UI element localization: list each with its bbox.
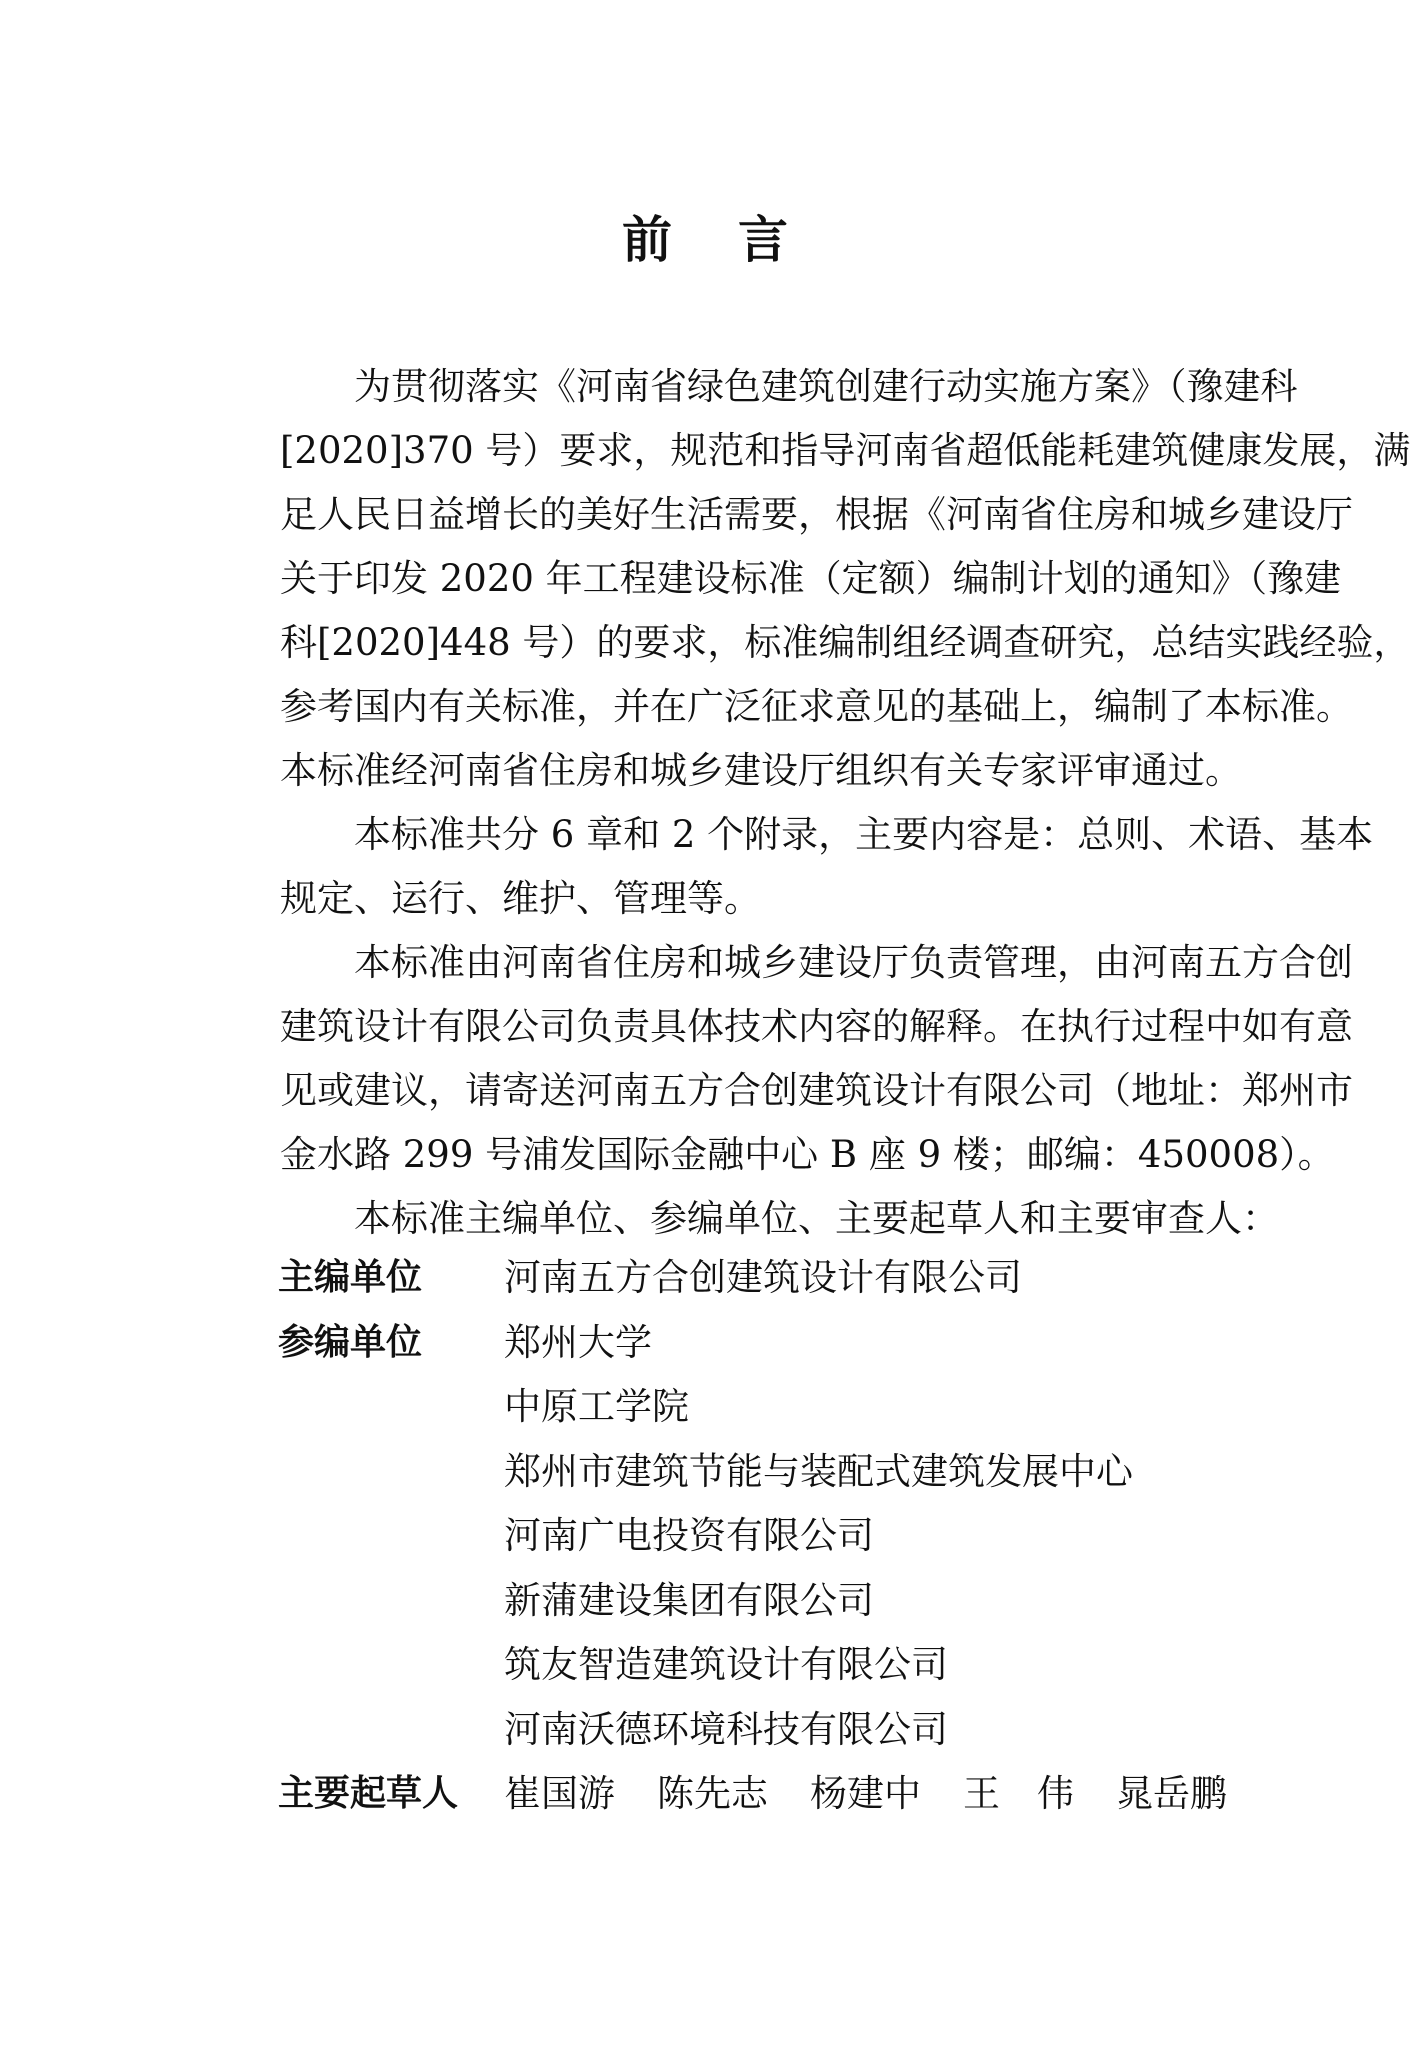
text-line: 本标准经河南省住房和城乡建设厅组织有关专家评审通过。 <box>280 749 1242 792</box>
paragraph-units-intro <box>206 1187 1279 1251</box>
text-line: 参考国内有关标准，并在广泛征求意见的基础上，编制了本标准。 <box>280 685 1353 728</box>
text-line: 关于印发 2020 年工程建设标准（定额）编制计划的通知》（豫建 <box>280 557 1342 600</box>
organization-name: 中原工学院 <box>504 1385 689 1428</box>
organization-name: 郑州大学 <box>504 1320 652 1364</box>
text-line: 为贯彻落实《河南省绿色建筑创建行动实施方案》（豫建科 <box>354 365 1298 408</box>
role-label-drafters: 主要起草人 <box>278 1773 459 1814</box>
text-line: 见或建议，请寄送河南五方合创建筑设计有限公司（地址：郑州市 <box>280 1069 1353 1112</box>
role-participating-units <box>278 1311 1278 1763</box>
role-chief-editor <box>278 1246 1278 1311</box>
text-line: 规定、运行、维护、管理等。 <box>280 877 761 920</box>
page-title <box>0 205 1412 275</box>
paragraph-management <box>206 931 1353 1187</box>
text-line: 足人民日益增长的美好生活需要，根据《河南省住房和城乡建设厅 <box>280 493 1353 536</box>
preface-body <box>206 355 1411 1251</box>
drafter-name: 王 伟 <box>963 1772 1074 1815</box>
paragraph-contents <box>206 803 1374 931</box>
drafter-name: 陈先志 <box>657 1772 768 1815</box>
text-line: 建筑设计有限公司负责具体技术内容的解释。在执行过程中如有意 <box>280 1005 1353 1048</box>
paragraph-purpose <box>206 355 1411 803</box>
text-line: 本标准由河南省住房和城乡建设厅负责管理，由河南五方合创 <box>354 941 1353 984</box>
title-char-1: 前 <box>622 211 674 269</box>
organization-name: 河南沃德环境科技有限公司 <box>504 1707 948 1751</box>
organization-name: 郑州市建筑节能与装配式建筑发展中心 <box>504 1449 1133 1493</box>
role-label-participating: 参编单位 <box>278 1321 423 1363</box>
role-drafters <box>278 1762 1278 1827</box>
text-line: [2020]370 号）要求，规范和指导河南省超低能耗建筑健康发展，满 <box>280 429 1411 472</box>
organization-name: 河南五方合创建筑设计有限公司 <box>504 1256 1022 1299</box>
organization-name: 河南广电投资有限公司 <box>504 1514 874 1557</box>
organization-name: 新蒲建设集团有限公司 <box>504 1578 874 1622</box>
title-char-2: 言 <box>738 211 790 269</box>
roles-list <box>278 1246 1278 1827</box>
drafter-name: 杨建中 <box>810 1772 921 1815</box>
drafter-name: 晁岳鹏 <box>1116 1772 1227 1815</box>
text-line: 科[2020]448 号）的要求，标准编制组经调查研究，总结实践经验， <box>280 621 1411 664</box>
text-line: 本标准共分 6 章和 2 个附录，主要内容是：总则、术语、基本 <box>354 813 1374 856</box>
text-line: 金水路 299 号浦发国际金融中心 B 座 9 楼；邮编：450008）。 <box>280 1133 1335 1176</box>
text-line: 本标准主编单位、参编单位、主要起草人和主要审查人： <box>354 1197 1279 1240</box>
organization-name: 筑友智造建筑设计有限公司 <box>504 1643 948 1686</box>
role-label-chief-editor: 主编单位 <box>278 1257 423 1298</box>
drafter-name: 崔国游 <box>504 1772 615 1815</box>
